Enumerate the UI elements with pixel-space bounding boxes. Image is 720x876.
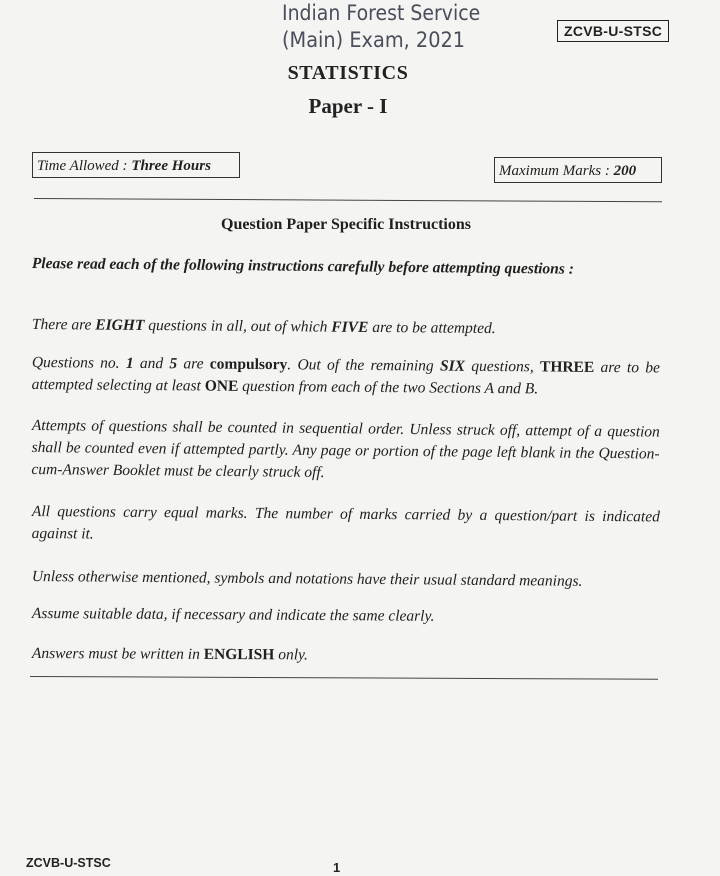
instruction-text: Questions no. — [31, 353, 126, 372]
bottom-divider — [30, 676, 658, 680]
instruction-emphasis: ENGLISH — [203, 645, 275, 664]
instruction-emphasis: 1 — [125, 354, 134, 372]
exam-year: (Main) Exam, 2021 — [282, 28, 466, 52]
subject-title: STATISTICS — [287, 62, 409, 84]
instruction-emphasis: ONE — [204, 377, 239, 395]
instruction-language — [32, 643, 660, 668]
instruction-emphasis: FIVE — [331, 318, 369, 336]
instruction-text: There are — [31, 315, 96, 334]
top-divider — [34, 198, 662, 202]
instruction-emphasis: compulsory — [209, 355, 288, 374]
maximum-marks-label: Maximum Marks : — [499, 163, 614, 179]
exam-header — [282, 0, 502, 54]
instruction-emphasis: 5 — [169, 355, 178, 373]
exam-name: Indian Forest Service — [282, 1, 481, 25]
instruction-equal-marks: All questions carry equal marks. The number of marks carried by a question/part is indicated against it. — [31, 502, 660, 543]
instruction-text: . Out of the remaining — [287, 356, 441, 375]
instructions-title: Question Paper Specific Instructions — [221, 216, 471, 233]
time-allowed-value: Three Hours — [131, 158, 211, 174]
instructions-lead: Please read each of the following instructions carefully before attempting questions : — [31, 254, 575, 278]
instruction-eight-questions — [32, 314, 660, 341]
instruction-text: are to be attempted selecting at least — [31, 358, 660, 395]
instruction-text: questions, — [464, 357, 541, 376]
instruction-compulsory-questions — [32, 352, 660, 401]
time-allowed-label: Time Allowed : — [37, 158, 132, 174]
page-number: 1 — [333, 860, 341, 875]
instruction-symbols: Unless otherwise mentioned, symbols and notations have their usual standard meanings. — [31, 567, 583, 590]
instruction-text: questions in all, out of which — [144, 316, 332, 336]
instruction-text: and — [133, 354, 170, 373]
instruction-text: are to be attempted. — [368, 318, 496, 338]
instruction-text: only. — [274, 646, 309, 664]
instruction-text: Answers must be written in — [31, 645, 204, 663]
maximum-marks-value: 200 — [613, 163, 637, 179]
instruction-text: are — [177, 355, 210, 373]
footer-paper-code: ZCVB-U-STSC — [26, 856, 111, 870]
instruction-text: question from each of the two Sections A and B. — [238, 377, 539, 398]
instruction-emphasis: EIGHT — [95, 316, 145, 334]
instruction-emphasis: SIX — [439, 357, 466, 375]
time-allowed-box — [32, 152, 240, 178]
instruction-sequential-order: Attempts of questions shall be counted in sequential order. Unless struck off, attempt of a question shall be counted even if attempted partly. Any page or portion of the page left blank in the Question-cum-Answer Booklet must be clearly struck off. — [31, 416, 660, 482]
paper-code-box: ZCVB-U-STSC — [557, 20, 669, 42]
paper-title: Paper - I — [308, 94, 388, 118]
instruction-suitable-data: Assume suitable data, if necessary and indicate the same clearly. — [31, 604, 435, 625]
maximum-marks-box — [494, 157, 662, 183]
instruction-emphasis: THREE — [539, 358, 595, 376]
